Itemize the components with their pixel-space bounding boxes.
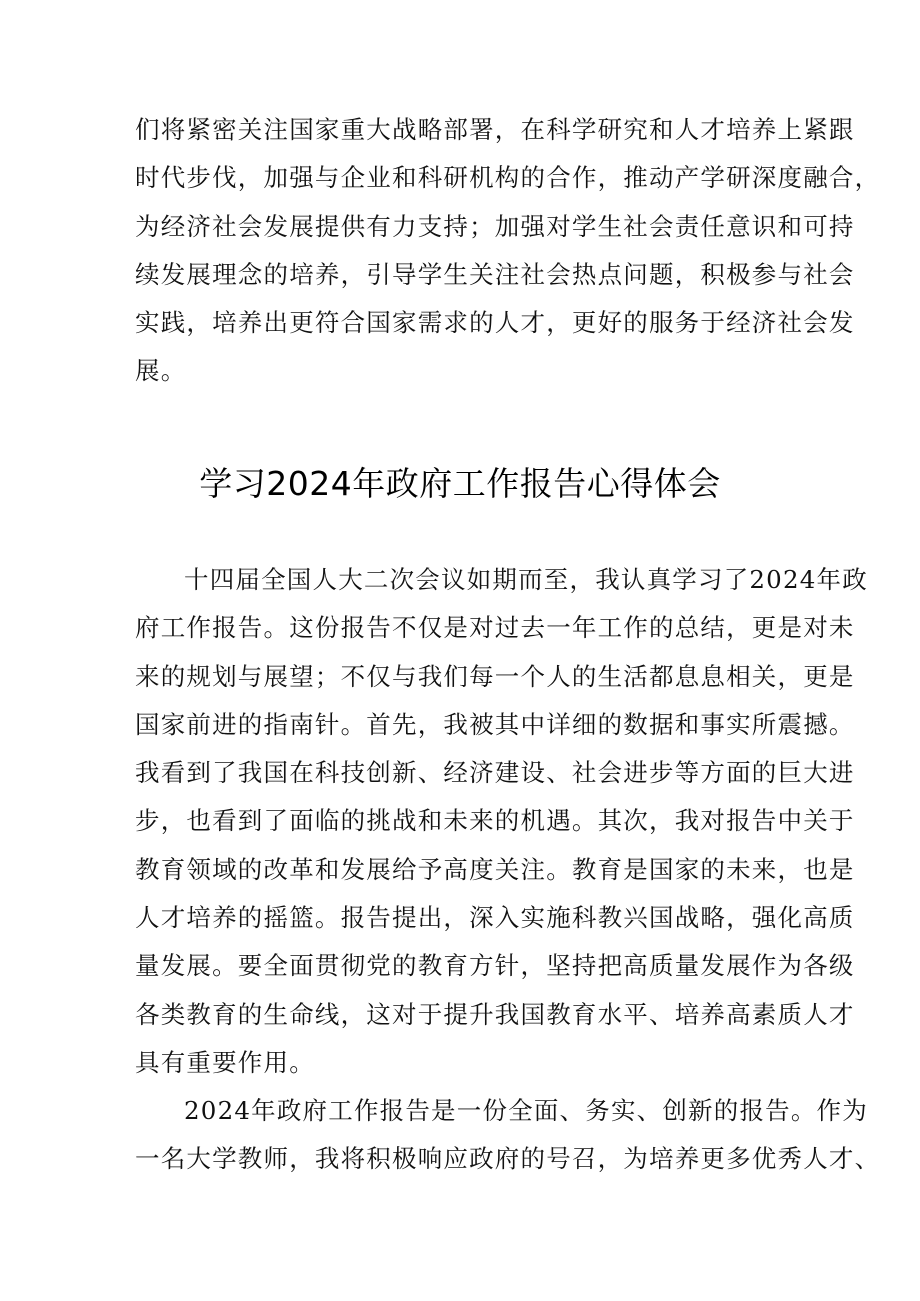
text-line: 府工作报告。这份报告不仅是对过去一年工作的总结，更是对未	[135, 613, 855, 643]
text-line: 时代步伐，加强与企业和科研机构的合作，推动产学研深度融合，	[135, 163, 881, 193]
text-line: 十四届全国人大二次会议如期而至，我认真学习了2024年政	[184, 565, 868, 594]
text-line: 我看到了我国在科技创新、经济建设、社会进步等方面的巨大进	[135, 758, 855, 788]
text-line: 国家前进的指南针。首先，我被其中详细的数据和事实所震撼。	[135, 709, 855, 739]
article-title: 学习2024年政府工作报告心得体会	[199, 464, 721, 503]
text-line: 来的规划与展望；不仅与我们每一个人的生活都息息相关，更是	[135, 661, 855, 691]
text-line: 展。	[135, 356, 187, 386]
text-line: 各类教育的生命线，这对于提升我国教育水平、培养高素质人才	[135, 999, 855, 1029]
text-line: 们将紧密关注国家重大战略部署，在科学研究和人才培养上紧跟	[135, 115, 855, 144]
text-line: 教育领域的改革和发展给予高度关注。教育是国家的未来，也是	[135, 854, 855, 884]
text-line: 量发展。要全面贯彻党的教育方针，坚持把高质量发展作为各级	[135, 951, 855, 981]
text-line: 具有重要作用。	[135, 1047, 315, 1077]
text-line: 2024年政府工作报告是一份全面、务实、创新的报告。作为	[184, 1096, 868, 1125]
text-line: 人才培养的摇篮。报告提出，深入实施科教兴国战略，强化高质	[135, 903, 855, 933]
text-line: 步，也看到了面临的挑战和未来的机遇。其次，我对报告中关于	[135, 806, 855, 836]
paragraph-1	[135, 556, 868, 1087]
paragraph-2	[135, 1087, 881, 1184]
text-line: 实践，培养出更符合国家需求的人才，更好的服务于经济社会发	[135, 308, 855, 338]
text-line: 为经济社会发展提供有力支持；加强对学生社会责任意识和可持	[135, 211, 855, 241]
top-paragraph	[135, 106, 881, 396]
text-line: 一名大学教师，我将积极响应政府的号召，为培养更多优秀人才、	[135, 1144, 881, 1174]
text-line: 续发展理念的培养，引导学生关注社会热点问题，积极参与社会	[135, 259, 855, 289]
